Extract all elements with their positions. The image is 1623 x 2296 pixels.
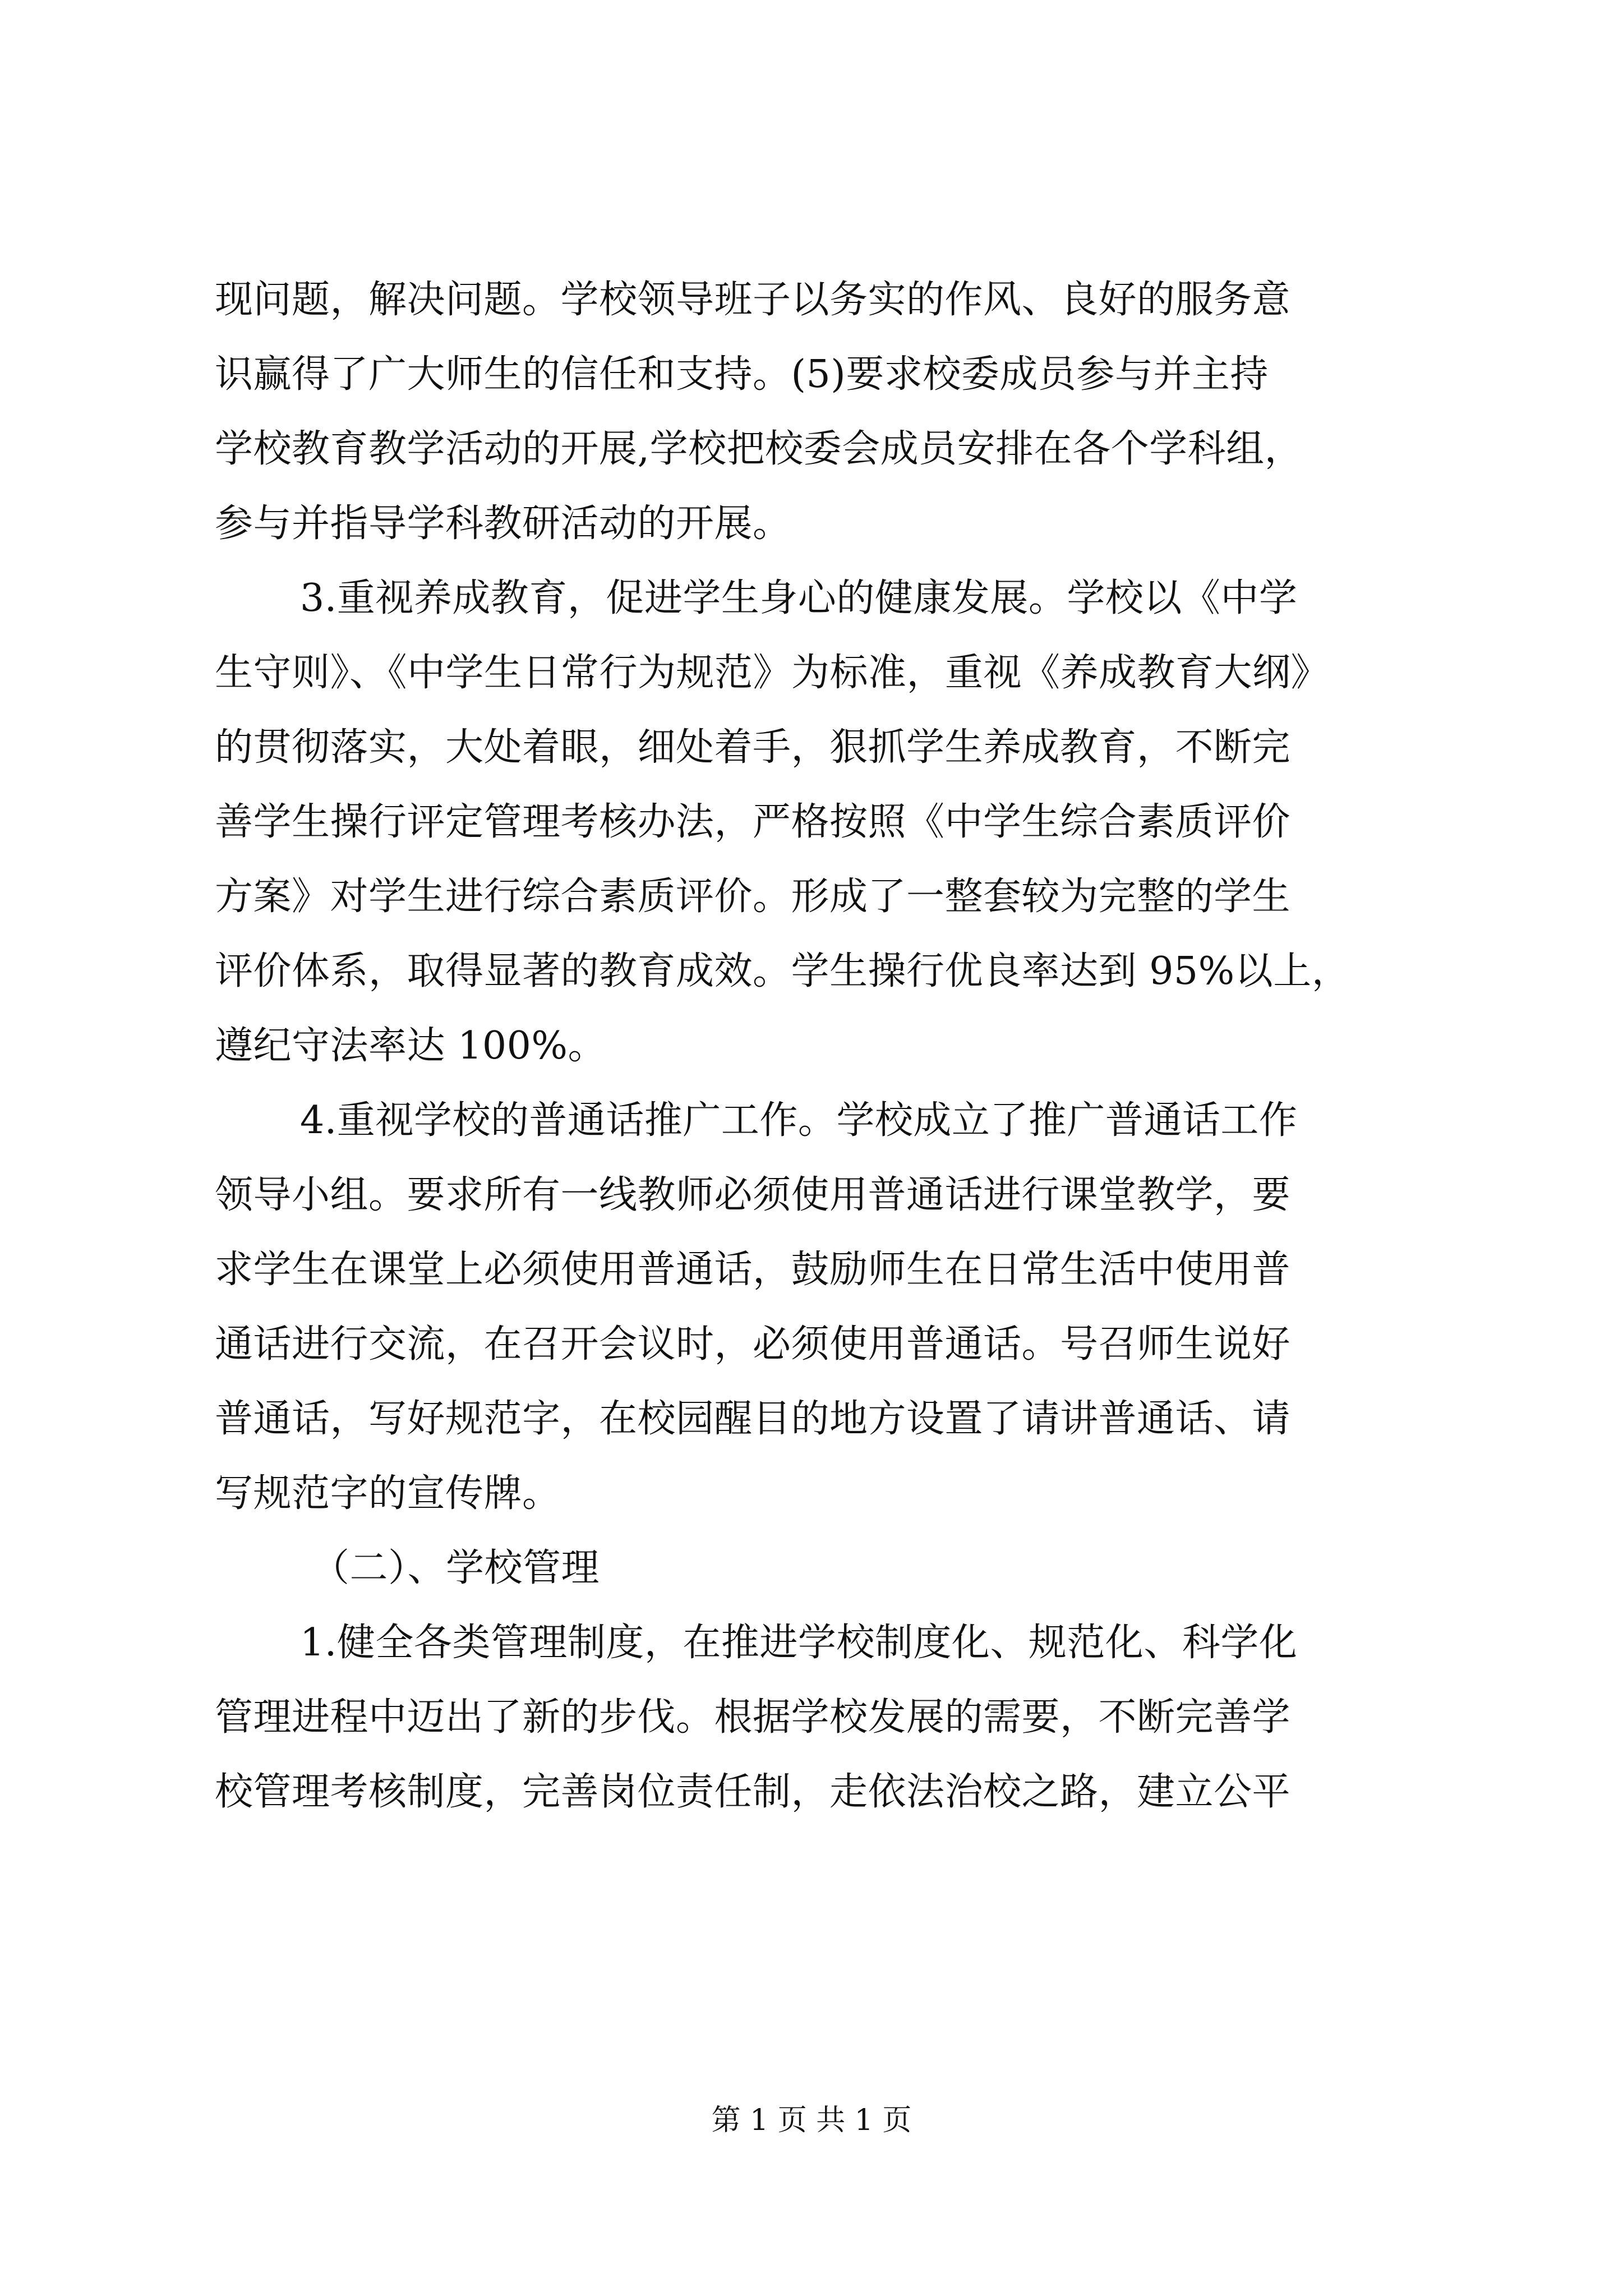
body-text-line: 善学生操行评定管理考核办法，严格按照《中学生综合素质评价: [215, 800, 1291, 844]
body-text-line: 校管理考核制度，完善岗位责任制，走依法治校之路，建立公平: [215, 1770, 1291, 1814]
body-text-line: 生守则》、《中学生日常行为规范》为标准，重视《养成教育大纲》: [215, 651, 1330, 695]
body-text-line: 的贯彻落实，大处着眼，细处着手，狠抓学生养成教育，不断完: [215, 725, 1291, 770]
body-text-line: 遵纪守法率达 100%。: [215, 1024, 607, 1068]
body-text-line: 识赢得了广大师生的信任和支持。(5)要求校委成员参与并主持: [215, 352, 1269, 397]
body-text-line: 普通话，写好规范字，在校园醒目的地方设置了请讲普通话、请: [215, 1397, 1291, 1441]
body-text-line: 求学生在课堂上必须使用普通话，鼓励师生在日常生活中使用普: [215, 1248, 1291, 1292]
section-heading: （二）、学校管理: [311, 1546, 600, 1590]
paragraph-first-line: 1.健全各类管理制度，在推进学校制度化、规范化、科学化: [300, 1621, 1298, 1665]
page-footer: 第 1 页 共 1 页: [711, 2104, 912, 2137]
body-text-line: 现问题，解决问题。学校领导班子以务实的作风、良好的服务意: [215, 278, 1291, 322]
paragraph-4-first-line: 4.重视学校的普通话推广工作。学校成立了推广普通话工作: [300, 1098, 1298, 1143]
body-text-line: 写规范字的宣传牌。: [215, 1471, 561, 1516]
body-text-line: 领导小组。要求所有一线教师必须使用普通话进行课堂教学，要: [215, 1173, 1291, 1217]
body-text-line: 方案》对学生进行综合素质评价。形成了一整套较为完整的学生: [215, 875, 1291, 919]
body-text-line: 管理进程中迈出了新的步伐。根据学校发展的需要，不断完善学: [215, 1695, 1291, 1740]
body-text-line: 评价体系，取得显著的教育成效。学生操行优良率达到 95%以上，: [215, 949, 1350, 993]
body-text-line: 通话进行交流，在召开会议时，必须使用普通话。号召师生说好: [215, 1322, 1291, 1366]
body-text-line: 参与并指导学科教研活动的开展。: [215, 501, 791, 546]
paragraph-3-first-line: 3.重视养成教育，促进学生身心的健康发展。学校以《中学: [300, 576, 1298, 620]
body-text-line: 学校教育教学活动的开展,学校把校委会成员安排在各个学科组，: [215, 427, 1303, 471]
